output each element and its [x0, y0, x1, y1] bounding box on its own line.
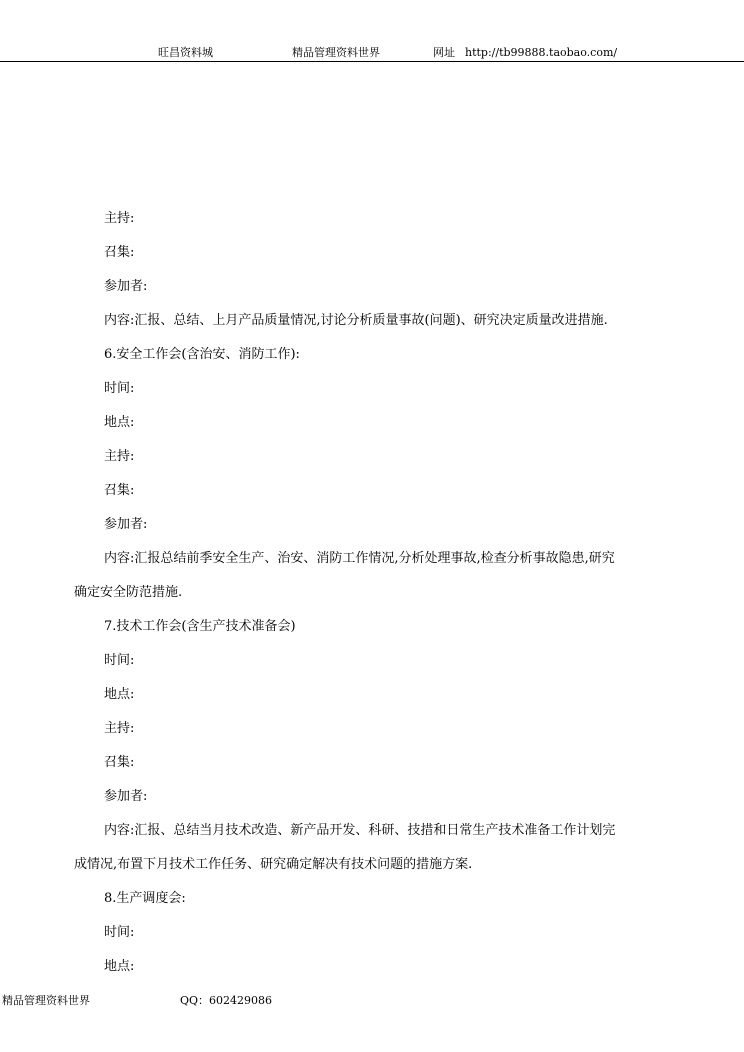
- document-line: 地点:: [104, 959, 135, 974]
- document-line: 召集:: [104, 483, 135, 498]
- document-line: 时间:: [104, 381, 135, 396]
- header-tagline: 精品管理资料世界: [292, 46, 380, 59]
- document-line: 确定安全防范措施.: [74, 585, 183, 600]
- page-header: [0, 44, 744, 62]
- header-url-label: 网址: [433, 46, 455, 59]
- page-footer: [0, 992, 744, 1010]
- document-line: 8.生产调度会:: [104, 891, 186, 906]
- header-divider: [0, 61, 744, 62]
- document-line: 参加者:: [104, 517, 148, 532]
- document-line: 内容:汇报总结前季安全生产、治安、消防工作情况,分析处理事故,检查分析事故隐患,研究: [104, 551, 615, 566]
- header-site-name: 旺昌资料城: [158, 46, 213, 59]
- header-url-link[interactable]: http://tb99888.taobao.com/: [465, 46, 618, 59]
- document-line: 主持:: [104, 449, 135, 464]
- document-line: 成情况,布置下月技术工作任务、研究确定解决有技术问题的措施方案.: [74, 857, 473, 872]
- document-line: 参加者:: [104, 789, 148, 804]
- footer-tagline: 精品管理资料世界: [2, 994, 90, 1007]
- footer-qq: QQ：602429086: [180, 994, 273, 1007]
- document-line: 地点:: [104, 687, 135, 702]
- document-line: 时间:: [104, 653, 135, 668]
- document-line: 内容:汇报、总结、上月产品质量情况,讨论分析质量事故(问题)、研究决定质量改进措施.: [104, 313, 608, 328]
- document-line: 主持:: [104, 211, 135, 226]
- document-line: 6.安全工作会(含治安、消防工作):: [104, 347, 300, 362]
- header-website: [433, 44, 617, 62]
- document-line: 参加者:: [104, 279, 148, 294]
- document-body: [74, 206, 654, 988]
- document-line: 7.技术工作会(含生产技术准备会): [104, 619, 296, 634]
- document-line: 召集:: [104, 245, 135, 260]
- document-line: 主持:: [104, 721, 135, 736]
- document-line: 时间:: [104, 925, 135, 940]
- document-line: 召集:: [104, 755, 135, 770]
- document-line: 内容:汇报、总结当月技术改造、新产品开发、科研、技措和日常生产技术准备工作计划完: [104, 823, 616, 838]
- document-line: 地点:: [104, 415, 135, 430]
